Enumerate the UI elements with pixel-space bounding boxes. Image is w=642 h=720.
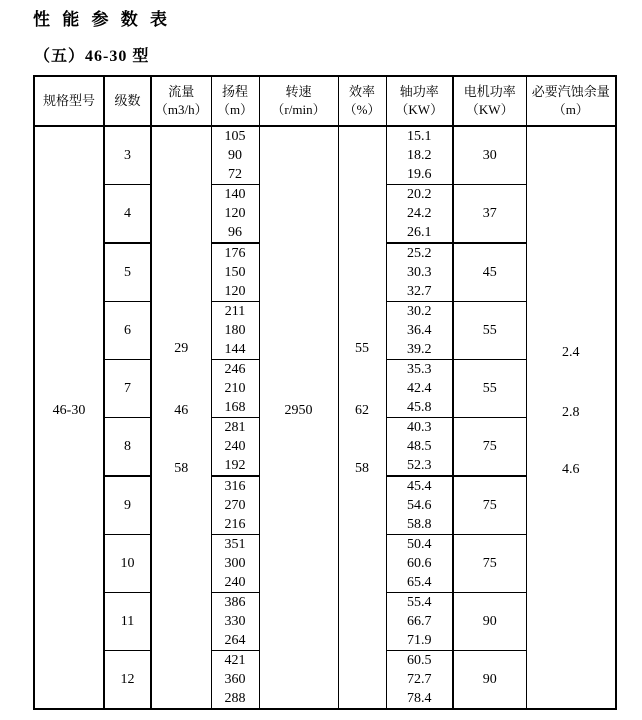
shaft-power-value: 45.8: [407, 400, 432, 415]
shaft-power-value: 39.2: [407, 342, 432, 357]
motor-power-cell: 75: [453, 418, 526, 477]
shaft-power-value: 45.4: [407, 479, 432, 494]
stage-cell: 11: [104, 593, 151, 651]
flow-cell: [151, 126, 211, 709]
shaft-power-value: 35.3: [407, 362, 432, 377]
head-value: 176: [224, 246, 246, 261]
shaft-power-value: 18.2: [407, 148, 432, 163]
head-cell: [211, 302, 259, 360]
head-value: 421: [224, 653, 246, 668]
stage-cell: 4: [104, 185, 151, 244]
head-cell: [211, 476, 259, 535]
head-value: 300: [224, 556, 246, 571]
head-value: 120: [224, 284, 246, 299]
table-header-row: [34, 76, 616, 126]
shaft-power-value: 32.7: [407, 284, 432, 299]
shaft-power-cell: [386, 418, 453, 477]
shaft-power-cell: [386, 302, 453, 360]
shaft-power-value: 30.2: [407, 304, 432, 319]
column-header-flow: 流量 （m3/h）: [151, 76, 211, 126]
head-value: 330: [224, 614, 246, 629]
shaft-power-value: 58.8: [407, 517, 432, 532]
model-cell: [34, 126, 104, 709]
stage-cell: 8: [104, 418, 151, 477]
head-value: 90: [228, 148, 242, 163]
performance-parameter-table: [33, 75, 617, 710]
stage-cell: 9: [104, 476, 151, 535]
shaft-power-value: 15.1: [407, 129, 432, 144]
shaft-power-value: 54.6: [407, 498, 432, 513]
head-value: 288: [224, 691, 246, 706]
stage-cell: 3: [104, 126, 151, 185]
head-cell: [211, 126, 259, 185]
head-value: 144: [224, 342, 246, 357]
head-cell: [211, 593, 259, 651]
efficiency-value: 58: [355, 461, 369, 476]
flow-value: 29: [174, 341, 189, 356]
shaft-power-cell: [386, 360, 453, 418]
shaft-power-value: 36.4: [407, 323, 432, 338]
efficiency-value: 55: [355, 341, 369, 356]
motor-power-cell: 37: [453, 185, 526, 244]
shaft-power-cell: [386, 185, 453, 244]
column-header-npsh: 必要汽蚀余量 （m）: [526, 76, 616, 126]
motor-power-cell: 90: [453, 651, 526, 710]
head-value: 210: [224, 381, 246, 396]
shaft-power-value: 25.2: [407, 246, 432, 261]
head-value: 316: [224, 479, 246, 494]
head-value: 351: [224, 537, 246, 552]
stage-cell: 10: [104, 535, 151, 593]
motor-power-cell: 30: [453, 126, 526, 185]
flow-value: 58: [174, 461, 189, 476]
speed-cell: [259, 126, 338, 709]
shaft-power-value: 42.4: [407, 381, 432, 396]
motor-power-cell: 75: [453, 535, 526, 593]
page-title: 性 能 参 数 表: [33, 10, 171, 29]
shaft-power-cell: [386, 243, 453, 302]
head-cell: [211, 360, 259, 418]
head-value: 360: [224, 672, 246, 687]
head-value: 281: [224, 420, 246, 435]
efficiency-value: 62: [355, 403, 369, 418]
npsh-value: 4.6: [562, 462, 580, 477]
shaft-power-value: 71.9: [407, 633, 432, 648]
column-header-speed: 转速 （r/min）: [259, 76, 338, 126]
head-value: 386: [224, 595, 246, 610]
head-value: 180: [224, 323, 246, 338]
shaft-power-value: 72.7: [407, 672, 432, 687]
motor-power-cell: 55: [453, 302, 526, 360]
head-value: 192: [224, 458, 246, 473]
head-value: 96: [228, 225, 242, 240]
head-value: 120: [224, 206, 246, 221]
head-value: 211: [224, 304, 246, 319]
page-subtitle: （五）46-30 型: [34, 48, 150, 65]
head-cell: [211, 185, 259, 244]
model-value: 46-30: [52, 403, 86, 418]
head-value: 150: [224, 265, 246, 280]
motor-power-cell: 75: [453, 476, 526, 535]
shaft-power-value: 60.5: [407, 653, 432, 668]
motor-power-cell: 45: [453, 243, 526, 302]
stage-cell: 12: [104, 651, 151, 710]
head-value: 105: [224, 129, 246, 144]
efficiency-cell: [338, 126, 386, 709]
column-header-motor-power: 电机功率 （KW）: [453, 76, 526, 126]
npsh-value: 2.4: [562, 345, 580, 360]
npsh-value: 2.8: [562, 405, 580, 420]
column-header-stage: 级数: [104, 76, 151, 126]
shaft-power-value: 48.5: [407, 439, 432, 454]
npsh-cell: [526, 126, 616, 709]
head-value: 72: [228, 167, 242, 182]
column-header-efficiency: 效率 （%）: [338, 76, 386, 126]
shaft-power-value: 24.2: [407, 206, 432, 221]
shaft-power-value: 66.7: [407, 614, 432, 629]
column-header-model: 规格型号: [34, 76, 104, 126]
column-header-shaft-power: 轴功率 （KW）: [386, 76, 453, 126]
shaft-power-cell: [386, 535, 453, 593]
motor-power-cell: 90: [453, 593, 526, 651]
shaft-power-value: 19.6: [407, 167, 432, 182]
head-cell: [211, 651, 259, 710]
stage-cell: 6: [104, 302, 151, 360]
shaft-power-value: 65.4: [407, 575, 432, 590]
head-value: 264: [224, 633, 246, 648]
head-cell: [211, 535, 259, 593]
shaft-power-value: 26.1: [407, 225, 432, 240]
shaft-power-cell: [386, 476, 453, 535]
shaft-power-cell: [386, 126, 453, 185]
motor-power-cell: 55: [453, 360, 526, 418]
head-value: 168: [224, 400, 246, 415]
speed-value: 2950: [284, 403, 313, 418]
flow-value: 46: [174, 403, 189, 418]
stage-cell: 7: [104, 360, 151, 418]
shaft-power-cell: [386, 593, 453, 651]
shaft-power-value: 20.2: [407, 187, 432, 202]
head-value: 240: [224, 439, 246, 454]
shaft-power-value: 55.4: [407, 595, 432, 610]
shaft-power-value: 50.4: [407, 537, 432, 552]
column-header-head: 扬程 （m）: [211, 76, 259, 126]
head-value: 240: [224, 575, 246, 590]
head-value: 140: [224, 187, 246, 202]
shaft-power-value: 30.3: [407, 265, 432, 280]
head-cell: [211, 243, 259, 302]
shaft-power-value: 52.3: [407, 458, 432, 473]
head-value: 216: [224, 517, 246, 532]
head-value: 270: [224, 498, 246, 513]
shaft-power-value: 78.4: [407, 691, 432, 706]
shaft-power-value: 60.6: [407, 556, 432, 571]
shaft-power-cell: [386, 651, 453, 710]
shaft-power-value: 40.3: [407, 420, 432, 435]
head-cell: [211, 418, 259, 477]
head-value: 246: [224, 362, 246, 377]
table-row-stage-3: [34, 126, 616, 185]
stage-cell: 5: [104, 243, 151, 302]
